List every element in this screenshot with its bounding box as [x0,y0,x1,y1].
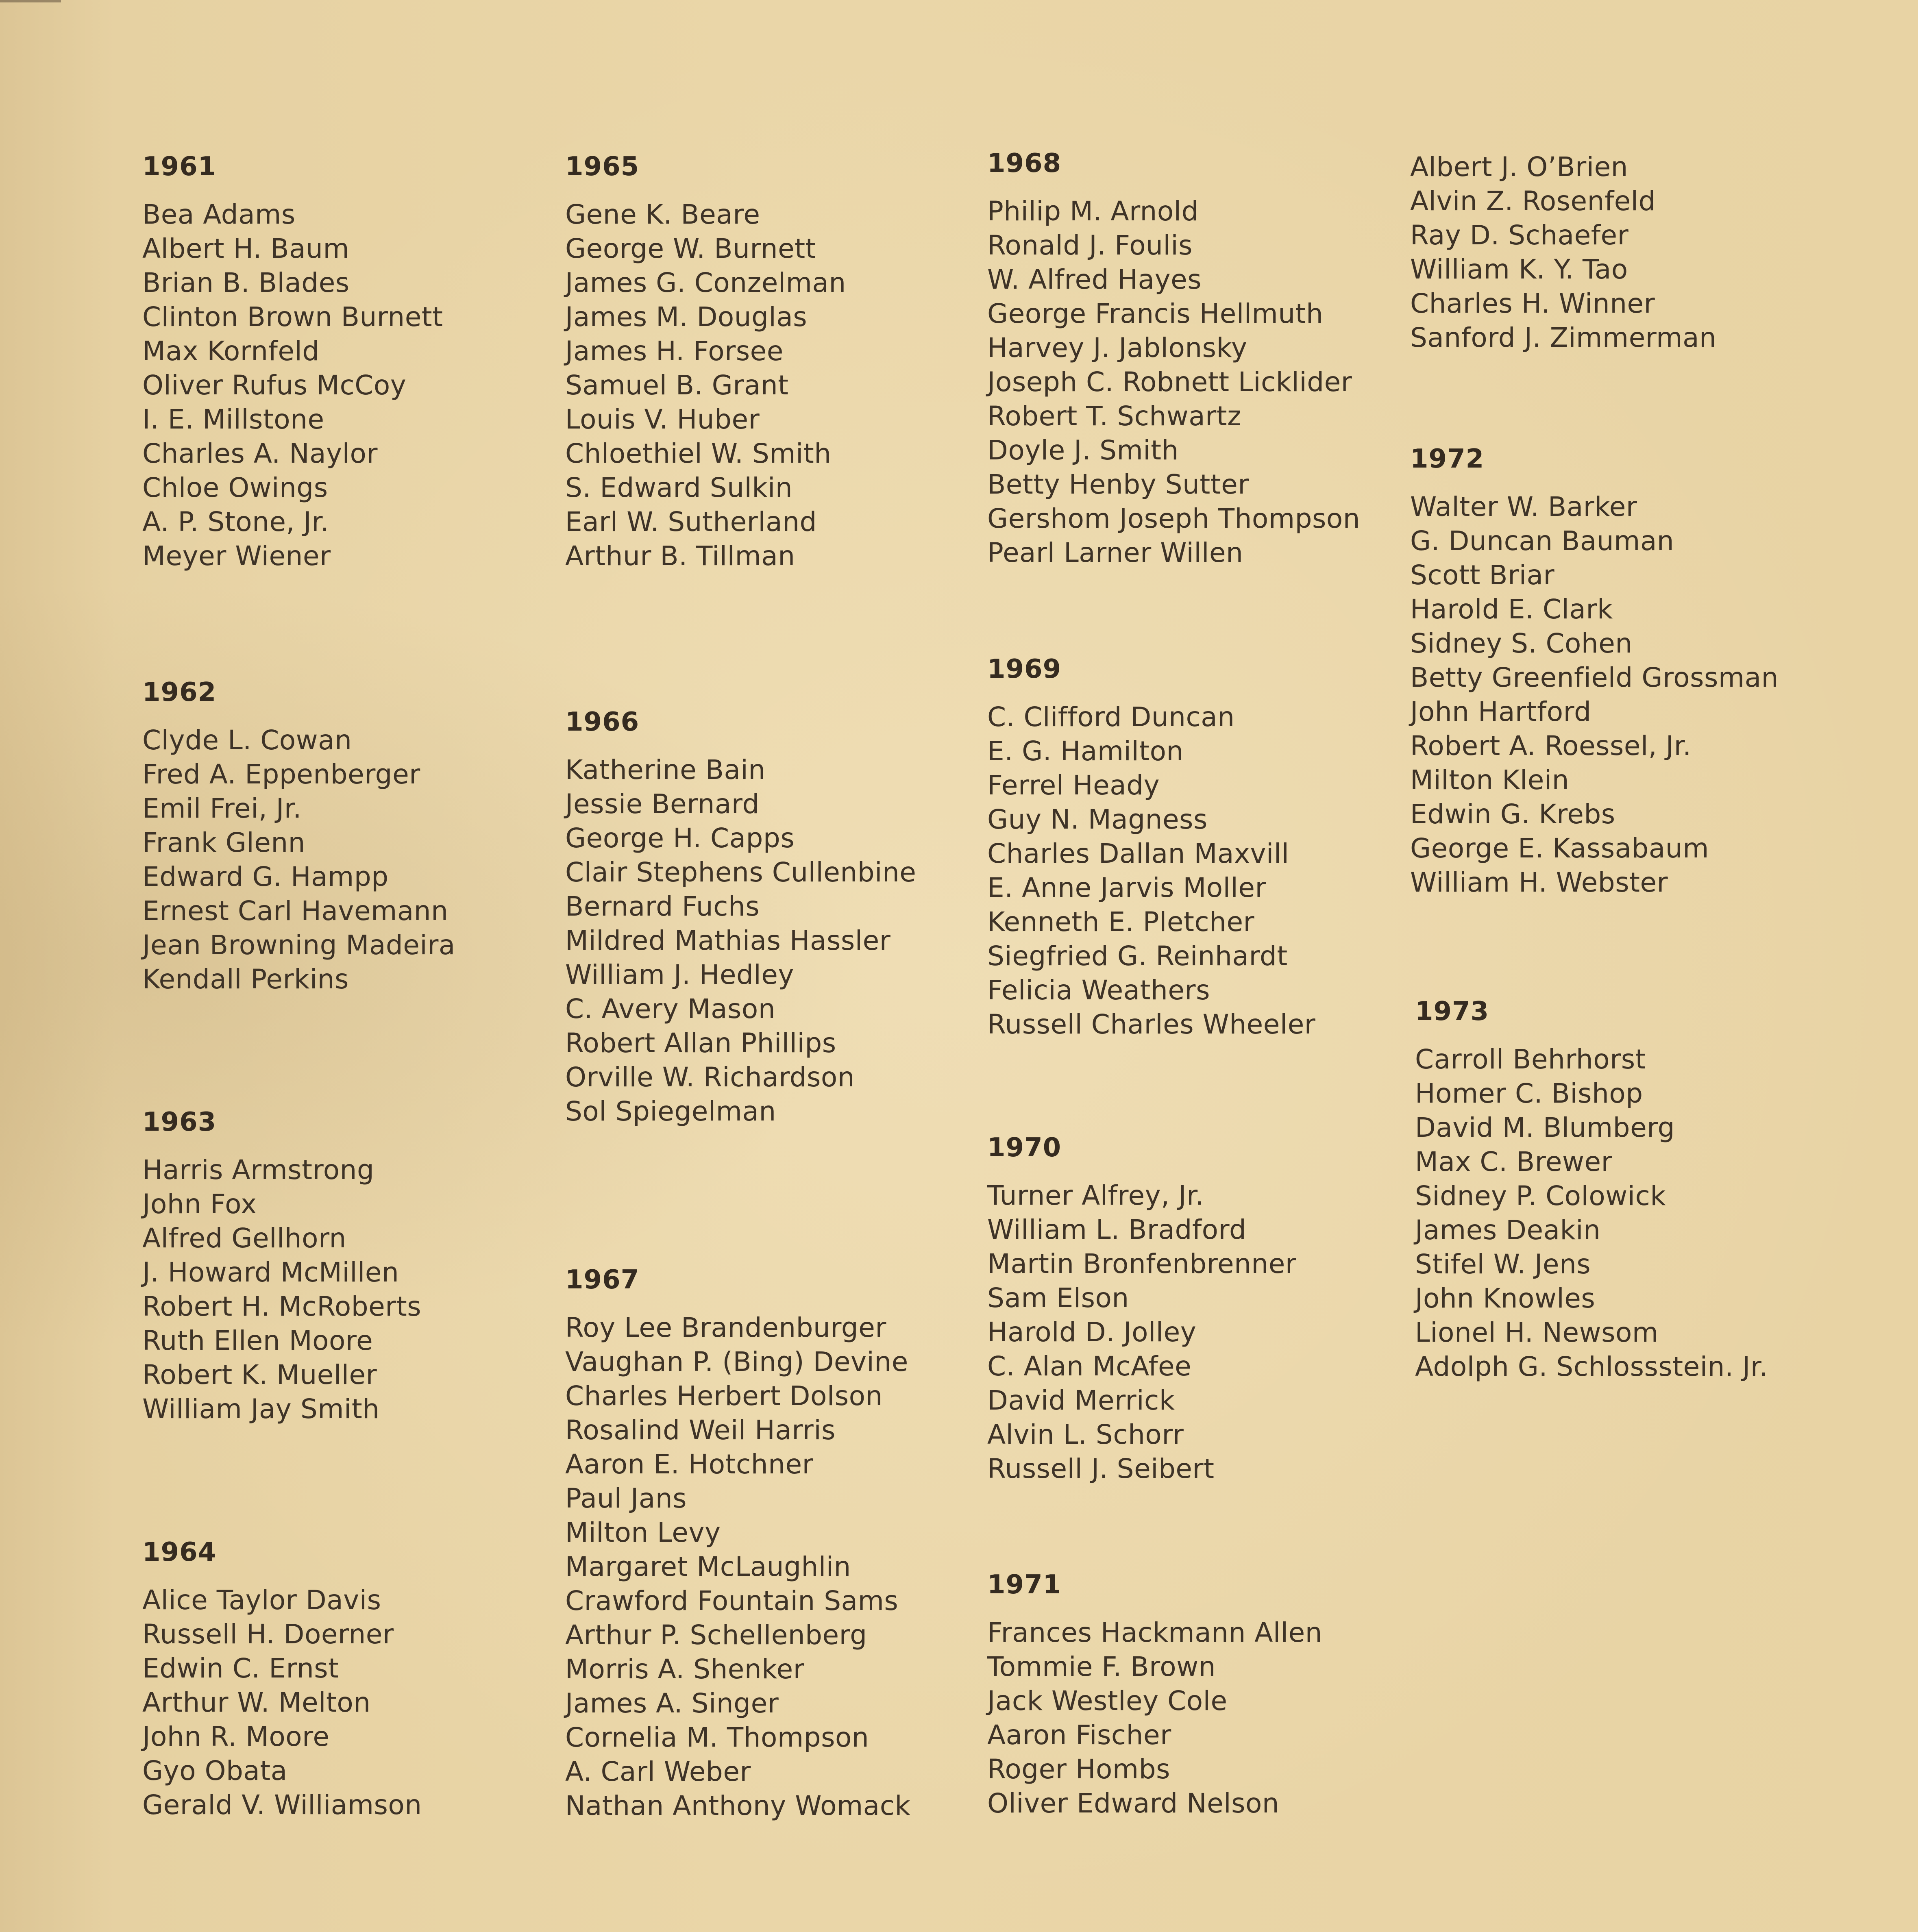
honoree-name: Scott Briar [1410,559,1555,591]
honoree-name: James H. Forsee [565,335,784,367]
year-heading: 1970 [987,1133,1062,1163]
name-list [142,723,549,996]
honoree-name: John Hartford [1410,696,1591,727]
honoree-name: Emil Frei, Jr. [142,793,302,824]
year-block-1970 [987,1131,1394,1486]
honoree-name: C. Avery Mason [565,993,776,1025]
honoree-name: Meyer Wiener [142,540,331,572]
honoree-name: Kendall Perkins [142,964,349,995]
honoree-name: James Deakin [1415,1214,1601,1246]
name-list [1415,1042,1822,1384]
honoree-name: Rosalind Weil Harris [565,1414,836,1446]
honoree-name: Charles A. Naylor [142,438,378,469]
honoree-name: John R. Moore [142,1721,330,1752]
honoree-name: Charles Herbert Dolson [565,1380,883,1412]
name-list [987,1179,1394,1486]
honoree-name: Frank Glenn [142,827,306,858]
honoree-name: Martin Bronfenbrenner [987,1248,1297,1279]
honoree-name: Nathan Anthony Womack [565,1790,911,1821]
honoree-name: Aaron Fischer [987,1719,1171,1751]
honoree-name: C. Clifford Duncan [987,701,1235,733]
honoree-name: Ferrel Heady [987,770,1160,801]
honoree-name: Roger Hombs [987,1754,1170,1785]
year-block-1962 [142,676,549,996]
honoree-name: Samuel B. Grant [565,370,789,401]
honoree-name: Sidney S. Cohen [1410,628,1633,659]
name-list [987,700,1394,1042]
year-block-1966 [565,706,972,1129]
name-list [987,1616,1394,1821]
year-heading: 1967 [565,1265,640,1295]
year-heading: 1972 [1410,444,1485,474]
honoree-name: Charles H. Winner [1410,288,1655,319]
honoree-name: William K. Y. Tao [1410,254,1628,285]
honoree-name: Adolph G. Schlossstein. Jr. [1415,1351,1768,1382]
honoree-name: Arthur P. Schellenberg [565,1619,867,1651]
honoree-name: Bernard Fuchs [565,891,760,922]
honoree-name: Guy N. Magness [987,804,1208,835]
honoree-name: Sidney P. Colowick [1415,1180,1666,1212]
honoree-name: S. Edward Sulkin [565,472,793,503]
honoree-name: Edwin G. Krebs [1410,798,1615,830]
honoree-name: Betty Henby Sutter [987,469,1249,500]
year-heading: 1969 [987,654,1062,684]
year-block-1964 [142,1536,549,1822]
honoree-name: Crawford Fountain Sams [565,1585,899,1617]
honoree-name: Paul Jans [565,1483,687,1514]
honoree-name: Max C. Brewer [1415,1146,1613,1177]
honoree-name: Siegfried G. Reinhardt [987,940,1288,972]
honoree-name: Philip M. Arnold [987,196,1199,227]
honoree-name: David Merrick [987,1385,1175,1416]
honoree-name: Kenneth E. Pletcher [987,906,1255,938]
honoree-name: Bea Adams [142,199,296,230]
honoree-name: James G. Conzelman [565,267,846,298]
honoree-name: William L. Bradford [987,1214,1247,1245]
honoree-name: Homer C. Bishop [1415,1078,1643,1109]
year-heading: 1963 [142,1107,217,1137]
honoree-name: Robert T. Schwartz [987,400,1242,432]
year-block-1969 [987,653,1394,1042]
honoree-name: Lionel H. Newsom [1415,1317,1659,1348]
honoree-name: Max Kornfeld [142,335,320,367]
honoree-name: Russell Charles Wheeler [987,1009,1316,1040]
honoree-name: Gyo Obata [142,1755,287,1786]
year-heading: 1966 [565,707,640,737]
honoree-name: I. E. Millstone [142,404,324,435]
honoree-name: Chloe Owings [142,472,328,503]
honoree-name: Ruth Ellen Moore [142,1325,373,1356]
honoree-name: C. Alan McAfee [987,1351,1192,1382]
honoree-name: E. Anne Jarvis Moller [987,872,1267,903]
honoree-name: J. Howard McMillen [142,1257,399,1288]
corner-mark [0,0,61,2]
honoree-name: Doyle J. Smith [987,435,1179,466]
honoree-name: Tommie F. Brown [987,1651,1216,1682]
honoree-name: James M. Douglas [565,301,808,333]
honoree-name: George H. Capps [565,822,795,854]
year-block-1973 [1415,995,1822,1384]
honoree-name: Gershom Joseph Thompson [987,503,1361,534]
name-list [142,1583,549,1822]
honoree-name: Ronald J. Foulis [987,230,1193,261]
honoree-name: George W. Burnett [565,233,816,264]
year-block-1971 [987,1569,1394,1821]
honoree-name: G. Duncan Bauman [1410,525,1674,557]
honoree-name: Jack Westley Cole [987,1685,1228,1717]
honoree-name: Pearl Larner Willen [987,537,1243,568]
year-block-1967 [565,1264,972,1823]
honoree-name: George Francis Hellmuth [987,298,1324,329]
honoree-name: Robert H. McRoberts [142,1291,422,1322]
honoree-name: Oliver Rufus McCoy [142,370,407,401]
honoree-name: Morris A. Shenker [565,1654,805,1685]
year-block-1971-continued [1410,150,1817,355]
honoree-name: Harvey J. Jablonsky [987,332,1247,363]
honoree-name: Clair Stephens Cullenbine [565,857,917,888]
honoree-name: John Knowles [1415,1283,1596,1314]
honoree-name: Charles Dallan Maxvill [987,838,1289,869]
honoree-name: Harold E. Clark [1410,594,1613,625]
honoree-name: Fred A. Eppenberger [142,759,420,790]
honoree-name: Oliver Edward Nelson [987,1788,1280,1819]
honoree-name: Edward G. Hampp [142,861,389,892]
name-list [987,194,1394,570]
honoree-name: W. Alfred Hayes [987,264,1202,295]
honoree-name: Alice Taylor Davis [142,1584,381,1616]
honoree-name: Cornelia M. Thompson [565,1722,869,1753]
honoree-name: Katherine Bain [565,754,766,785]
honoree-name: Carroll Behrhorst [1415,1044,1646,1075]
honoree-name: Robert K. Mueller [142,1359,377,1390]
year-heading: 1965 [565,152,640,182]
honoree-name: William H. Webster [1410,867,1668,898]
honoree-name: Clinton Brown Burnett [142,301,443,333]
honoree-name: George E. Kassabaum [1410,833,1709,864]
honoree-name: Joseph C. Robnett Licklider [987,366,1352,398]
year-heading: 1973 [1415,996,1489,1027]
honoree-name: Harris Armstrong [142,1154,374,1186]
honoree-name: A. Carl Weber [565,1756,751,1787]
honoree-name: Mildred Mathias Hassler [565,925,891,956]
honoree-name: Robert A. Roessel, Jr. [1410,730,1692,761]
honoree-name: Vaughan P. (Bing) Devine [565,1346,908,1377]
name-list [142,1153,549,1426]
honoree-name: Betty Greenfield Grossman [1410,662,1779,693]
year-block-1968 [987,147,1394,570]
honoree-name: John Fox [142,1188,257,1220]
name-list [1410,490,1817,900]
honoree-name: Gerald V. Williamson [142,1789,422,1821]
honoree-name: Alfred Gellhorn [142,1223,346,1254]
honoree-name: Albert J. O’Brien [1410,151,1628,183]
honoree-name: Russell J. Seibert [987,1453,1215,1484]
year-block-1963 [142,1106,549,1426]
honoree-name: Sanford J. Zimmerman [1410,322,1717,353]
year-block-1965 [565,150,972,573]
name-list [142,198,549,573]
honoree-name: Harold D. Jolley [987,1316,1197,1348]
honoree-name: Edwin C. Ernst [142,1653,339,1684]
honoree-name: Margaret McLaughlin [565,1551,851,1582]
honoree-name: Turner Alfrey, Jr. [987,1180,1204,1211]
honoree-name: Frances Hackmann Allen [987,1617,1323,1648]
year-heading: 1971 [987,1570,1062,1600]
honoree-name: Stifel W. Jens [1415,1249,1591,1280]
year-block-1961 [142,150,549,573]
honoree-name: Ray D. Schaefer [1410,220,1629,251]
honoree-name: Alvin Z. Rosenfeld [1410,185,1656,217]
honoree-name: Sam Elson [987,1282,1129,1314]
honoree-name: Alvin L. Schorr [987,1419,1184,1450]
name-list [565,1311,972,1823]
honoree-name: E. G. Hamilton [987,735,1184,767]
honoree-name: Gene K. Beare [565,199,760,230]
honoree-name: Louis V. Huber [565,404,760,435]
honoree-name: Milton Levy [565,1517,721,1548]
honoree-name: Russell H. Doerner [142,1619,394,1650]
honoree-name: Arthur W. Melton [142,1687,371,1718]
honoree-name: William J. Hedley [565,959,794,990]
honoree-name: Ernest Carl Havemann [142,895,448,927]
honoree-name: Robert Allan Phillips [565,1027,836,1059]
name-list [565,753,972,1129]
year-heading: 1961 [142,152,217,182]
honoree-name: James A. Singer [565,1688,779,1719]
honoree-name: Brian B. Blades [142,267,350,298]
honoree-name: Chloethiel W. Smith [565,438,832,469]
year-heading: 1962 [142,677,217,707]
name-list [1410,150,1817,355]
honoree-name: David M. Blumberg [1415,1112,1675,1143]
honoree-name: Aaron E. Hotchner [565,1449,814,1480]
honoree-name: Earl W. Sutherland [565,506,817,537]
year-heading: 1968 [987,148,1062,178]
name-list [565,198,972,573]
honoree-name: A. P. Stone, Jr. [142,506,329,537]
year-heading: 1964 [142,1537,217,1567]
honoree-name: William Jay Smith [142,1393,380,1425]
honoree-name: Roy Lee Brandenburger [565,1312,886,1343]
honoree-name: Albert H. Baum [142,233,350,264]
honoree-name: Walter W. Barker [1410,491,1637,522]
honoree-name: Sol Spiegelman [565,1096,776,1127]
honoree-name: Jessie Bernard [565,788,760,820]
honoree-name: Arthur B. Tillman [565,540,795,572]
year-block-1972 [1410,443,1817,900]
honoree-name: Milton Klein [1410,764,1570,796]
honoree-name: Clyde L. Cowan [142,724,352,756]
honoree-name: Felicia Weathers [987,975,1210,1006]
honoree-name: Jean Browning Madeira [142,929,455,961]
honoree-name: Orville W. Richardson [565,1062,855,1093]
